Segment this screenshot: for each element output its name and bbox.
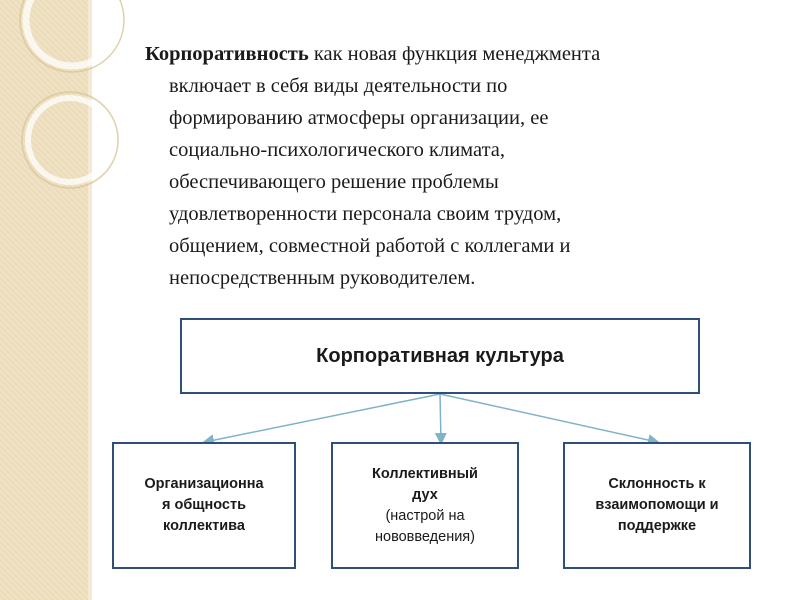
- child-node-organizational-community: [112, 442, 296, 569]
- child-node-note-line: (настрой на: [385, 507, 465, 524]
- child-node-title-line: коллектива: [163, 518, 245, 534]
- intro-first-line: [145, 38, 755, 70]
- intro-line: обеспечивающего решение проблемы: [169, 171, 499, 193]
- intro-line: непосредственным руководителем.: [169, 267, 476, 289]
- root-node-label: Корпоративная культура: [316, 344, 564, 367]
- child-node-note-line: нововведения): [375, 528, 475, 545]
- child-node-mutual-support: [563, 442, 751, 569]
- intro-line: социально-психологического климата,: [169, 139, 505, 161]
- child-node-title-line: Склонность к: [608, 476, 706, 492]
- child-node-title-line: поддержке: [617, 518, 697, 534]
- child-node-title-line: дух: [412, 486, 438, 503]
- child-node-collective-spirit: [331, 442, 519, 569]
- intro-paragraph: [145, 38, 755, 294]
- connector-line-left: [205, 394, 440, 442]
- decorative-rings-icon: [0, 0, 140, 260]
- child-node-title-line: я общность: [161, 497, 247, 513]
- child-node-title-line: Коллективный: [372, 465, 478, 482]
- connector-line-right: [440, 394, 657, 442]
- root-node-corporate-culture: [180, 318, 700, 394]
- intro-term: Корпоративность: [145, 43, 309, 65]
- intro-line: формированию атмосферы организации, ее: [169, 107, 549, 129]
- intro-first-line-rest: как новая функция менеджмента: [308, 43, 601, 65]
- child-node-title-line: Организационна: [144, 476, 264, 492]
- connector-line-mid: [440, 394, 441, 442]
- intro-line: удовлетворенности персонала своим трудом,: [169, 203, 562, 225]
- intro-line: включает в себя виды деятельности по: [169, 75, 508, 97]
- intro-line: общением, совместной работой с коллегами и: [169, 235, 571, 257]
- child-node-title-line: взаимопомощи и: [595, 497, 719, 513]
